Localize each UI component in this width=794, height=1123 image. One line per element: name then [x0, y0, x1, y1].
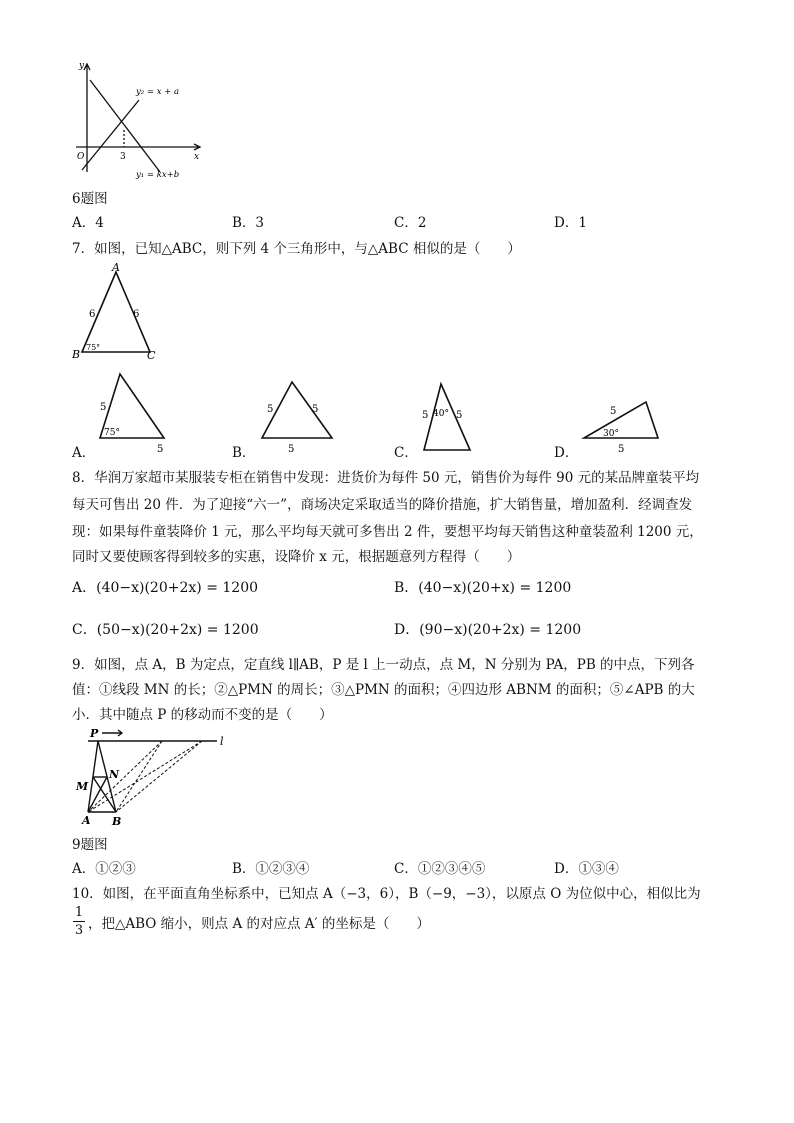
dashed-pb-2	[116, 741, 202, 812]
q6-option-c: C．2	[394, 215, 427, 231]
q8-line-4: 同时又要使顾客得到较多的实惠，设降价 x 元，根据题意列方程得（ ）	[72, 549, 521, 565]
fraction-numerator: 1	[74, 905, 84, 920]
side-ab: 6	[89, 309, 96, 320]
q9-line-2: 值：①线段 MN 的长；②△PMN 的周长；③△PMN 的面积；④四边形 ABNM 的面积；⑤∠APB 的大	[72, 682, 695, 698]
line-y2-label: y₂ = x + a	[136, 87, 180, 97]
point-a: A	[82, 814, 91, 827]
label: 5	[100, 402, 107, 413]
q6-caption: 6题图	[72, 191, 108, 207]
label: 5	[422, 410, 429, 421]
dashed-pb	[116, 741, 162, 812]
x-tick-3: 3	[120, 152, 126, 162]
point-n: N	[109, 768, 120, 781]
q7-triangle-b	[258, 378, 338, 455]
q9-caption: 9题图	[72, 837, 108, 853]
line-l-label: l	[220, 735, 224, 748]
q7-triangle-a	[92, 372, 172, 455]
label: 5	[267, 404, 274, 415]
q8-line-1: 8．华润万家超市某服装专柜在销售中发现：进货价为每件 50 元，销售价为每件 90 元的某品牌童装平均	[72, 470, 700, 486]
q7-triangle-d	[580, 398, 660, 458]
q9-option-d: D．①③④	[554, 861, 619, 877]
origin-label: O	[77, 152, 85, 162]
line-y2	[82, 100, 139, 170]
y-axis-label: y	[79, 61, 85, 71]
q7-choice-d-letter: D．	[554, 445, 579, 461]
q7-stem: 7．如图，已知△ABC，则下列 4 个三角形中，与△ABC 相似的是（ ）	[72, 241, 521, 257]
q7-choice-c-letter: C．	[394, 445, 418, 461]
angle-b: 75°	[86, 343, 101, 352]
side-ac: 6	[133, 309, 140, 320]
fraction-denominator: 3	[74, 923, 84, 938]
q8-line-2: 每天可售出 20 件．为了迎接“六一”，商场决定采取适当的降价措施，扩大销售量，增加盈利．经调查发	[72, 497, 693, 513]
label: 5	[312, 404, 319, 415]
q10-line-2: ，把△ABO 缩小，则点 A 的对应点 A′ 的坐标是（ ）	[88, 916, 430, 932]
q8-line-3: 现：如果每件童装降价 1 元，那么平均每天就可多售出 2 件，要想平均每天销售这种童装盈利 1200 元，	[72, 524, 703, 540]
q7-choice-b-letter: B．	[232, 445, 256, 461]
q9-figure	[72, 727, 232, 827]
x-axis-label: x	[194, 152, 200, 162]
point-m: M	[76, 780, 89, 793]
q6-option-a: A．4	[72, 215, 104, 231]
vertex-a: A	[112, 261, 120, 274]
vertex-c: C	[147, 349, 156, 362]
q10-fraction	[73, 905, 85, 938]
q9-option-c: C．①②③④⑤	[394, 861, 486, 877]
q9-option-b: B．①②③④	[232, 861, 310, 877]
label: 5	[288, 444, 295, 455]
label: 30°	[603, 429, 619, 439]
label: 5	[157, 444, 164, 455]
point-p: P	[90, 727, 99, 740]
label: 75°	[104, 428, 120, 438]
q7-triangle-c	[414, 380, 474, 455]
q10-line-1: 10．如图，在平面直角坐标系中，已知点 A（−3，6），B（−9，−3），以原点 O 为位似中心，相似比为	[72, 886, 701, 902]
q7-choice-a-letter: A．	[72, 445, 96, 461]
q8-option-c: C．(50−x)(20+2x) = 1200	[72, 622, 259, 638]
point-b: B	[112, 815, 122, 828]
q6-option-d: D．1	[554, 215, 587, 231]
line-y1-label: y₁ = kx+b	[136, 170, 180, 180]
q6-option-b: B．3	[232, 215, 265, 231]
label: 5	[618, 444, 625, 455]
q8-option-b: B．(40−x)(20+x) = 1200	[394, 580, 572, 596]
fraction-bar	[73, 921, 85, 922]
label: 40°	[433, 409, 449, 419]
q9-line-3: 小．其中随点 P 的移动而不变的是（ ）	[72, 707, 333, 723]
q9-option-a: A．①②③	[72, 861, 136, 877]
q8-option-d: D．(90−x)(20+2x) = 1200	[394, 622, 582, 638]
label: 5	[610, 406, 617, 417]
label: 5	[456, 410, 463, 421]
vertex-b: B	[72, 348, 81, 361]
q7-main-triangle	[70, 262, 170, 362]
q9-line-1: 9．如图，点 A，B 为定点，定直线 l∥AB，P 是 l 上一动点，点 M，N 分别为 PA，PB 的中点，下列各	[72, 657, 695, 673]
q6-graph	[72, 60, 202, 180]
q8-option-a: A．(40−x)(20+2x) = 1200	[72, 580, 259, 596]
